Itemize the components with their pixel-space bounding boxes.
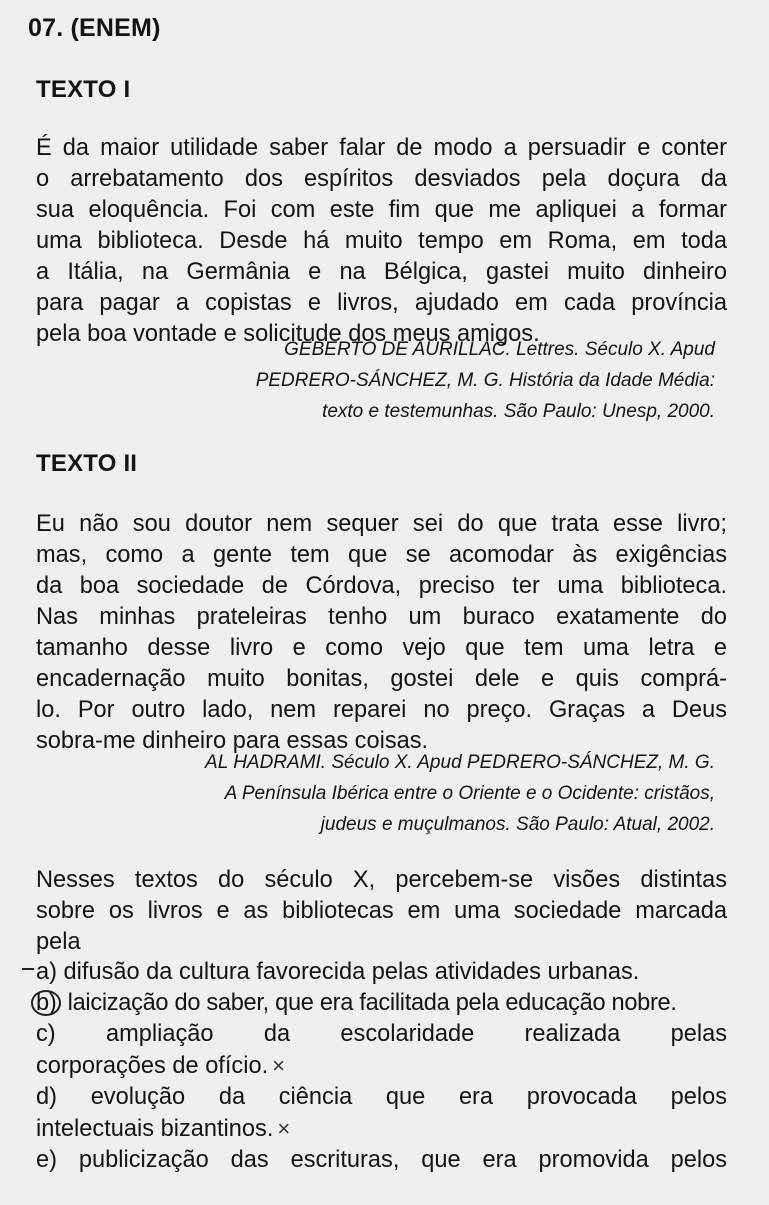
texto1-line: sua eloquência. Foi com este fim que me apliquei a formar [36, 197, 727, 223]
citation-line: GEBERTO DE AURILLAC. Lettres. Século X. Apud [284, 339, 715, 360]
citation-line: judeus e muçulmanos. São Paulo: Atual, 2002. [320, 814, 715, 835]
option-text: difusão da cultura favorecida pelas atividades urbanas. [63, 959, 640, 985]
prompt-line: sobre os livros e as bibliotecas em uma sociedade marcada [36, 898, 727, 924]
option-text: evolução da ciência que era provocada pelos [90, 1084, 728, 1110]
texto1-line: para pagar a copistas e livros, ajudado em cada província [36, 290, 727, 316]
option-letter: a) [36, 959, 57, 985]
texto1-line: É da maior utilidade saber falar de modo a persuadir e conter [36, 135, 727, 161]
texto2-line: Nas minhas prateleiras tenho um buraco exatamente do [36, 604, 727, 630]
option-text: publicização das escrituras, que era promovida pelos [78, 1147, 727, 1173]
question-header [28, 14, 161, 43]
option-b[interactable] [36, 988, 727, 1019]
citation-line: AL HADRAMI. Século X. Apud PEDRERO-SÁNCHEZ, M. G. [205, 752, 715, 773]
texto1-title: TEXTO I [36, 76, 131, 103]
cross-mark-icon: × [272, 1053, 285, 1078]
option-text: ampliação da escolaridade realizada pelas [105, 1021, 727, 1047]
texto1-line: o arrebatamento dos espíritos desviados pela doçura da [36, 166, 727, 192]
question-source: (ENEM) [70, 14, 161, 42]
texto2-line: mas, como a gente tem que se acomodar às exigências [36, 542, 727, 568]
texto2-citation [205, 747, 715, 840]
texto2-line: sobra-me dinheiro para essas coisas. [36, 728, 429, 754]
question-prompt [36, 865, 727, 958]
answer-options [36, 957, 727, 1176]
texto2-line: tamanho desse livro e como vejo que tem uma letra e [36, 635, 727, 661]
texto1-line: a Itália, na Germânia e na Bélgica, gastei muito dinheiro [36, 259, 727, 285]
pen-tick-mark [22, 968, 34, 970]
prompt-line: Nesses textos do século X, percebem-se visões distintas [36, 867, 727, 893]
texto1-citation [256, 334, 715, 427]
citation-line: texto e testemunhas. São Paulo: Unesp, 2000. [322, 401, 715, 422]
texto2-line: encadernação muito bonitas, gostei dele e quis comprá- [36, 666, 727, 692]
option-a[interactable] [36, 957, 727, 988]
option-d[interactable] [36, 1082, 727, 1145]
question-number: 07. [28, 14, 64, 42]
option-letter: c) [36, 1021, 56, 1047]
option-text: corporações de ofício. [36, 1053, 269, 1079]
prompt-line: pela [36, 929, 81, 955]
texto1-body [36, 133, 727, 350]
citation-line: A Península Ibérica entre o Oriente e o Ocidente: cristãos, [224, 783, 715, 804]
option-text: intelectuais bizantinos. [36, 1116, 274, 1142]
texto2-line: Eu não sou doutor nem sequer sei do que trata esse livro; [36, 511, 727, 537]
texto2-line: lo. Por outro lado, nem reparei no preço. Graças a Deus [36, 697, 727, 723]
option-e[interactable] [36, 1145, 727, 1176]
cross-mark-icon: × [277, 1116, 291, 1141]
texto2-line: da boa sociedade de Córdova, preciso ter uma biblioteca. [36, 573, 727, 599]
texto1-line: pela boa vontade e solicitude dos meus amigos. [36, 321, 540, 347]
option-letter: e) [36, 1147, 57, 1173]
option-c[interactable] [36, 1019, 727, 1082]
texto2-title: TEXTO II [36, 450, 138, 477]
option-letter: d) [36, 1084, 57, 1110]
texto2-body [36, 509, 727, 757]
option-text: laicização do saber, que era facilitada pela educação nobre. [67, 990, 677, 1016]
citation-line: PEDRERO-SÁNCHEZ, M. G. História da Idade Média: [255, 370, 715, 391]
texto1-line: uma biblioteca. Desde há muito tempo em Roma, em toda [36, 228, 727, 254]
option-letter-circled: b) [31, 990, 61, 1016]
